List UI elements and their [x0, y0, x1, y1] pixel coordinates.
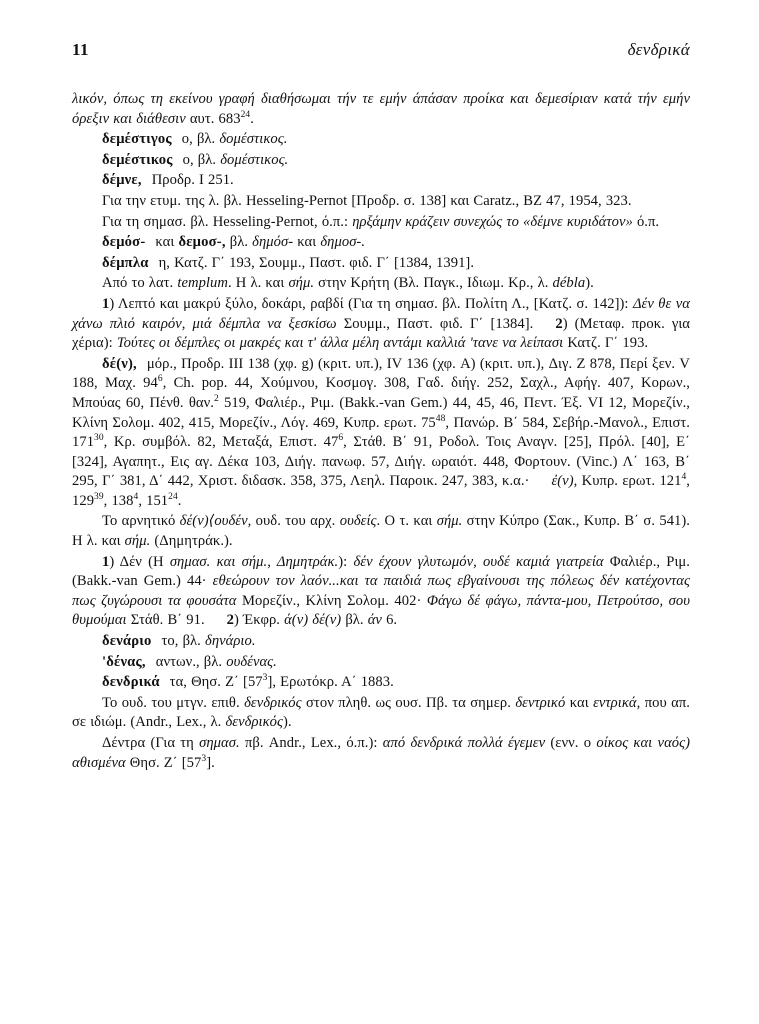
entry-text: ): [338, 553, 354, 570]
citation-text: λικόν, όπως τη εκείνου γραφή διαθήσωμαι τήν τε εμήν άπάσαν προίκα και δεμεσίριαν κατά τήν εμήν όρεξιν και διάθεσιν [72, 91, 690, 127]
entry-paragraph [72, 295, 690, 354]
lemma-variant: δεμοσ-, [178, 234, 226, 251]
reference-superscript: 30 [94, 433, 104, 444]
citation-text: σήμ. [124, 533, 151, 550]
citation-text: δομέστικος. [220, 151, 289, 168]
entry-text: ]. [206, 754, 215, 771]
entry-text: ) Λεπτό και μακρύ ξύλο, δοκάρι, ραβδί (Για τη σημασ. βλ. Πολίτη Λ., [Κατζ. σ. 142]): [109, 295, 633, 312]
entry-paragraph [72, 694, 690, 733]
dictionary-entry-denas [72, 653, 690, 673]
citation-text: templum [177, 275, 228, 292]
citation-text: δομέστικος. [219, 131, 288, 148]
entry-text: ) (Μεταφ. προκ. για χέρια): [72, 315, 691, 352]
entry-text: , 129 [72, 473, 690, 509]
citation-text: άν [367, 612, 382, 629]
citation-text: σημασ. και σήμ., Δημητράκ. [169, 553, 339, 570]
entry-paragraph [72, 553, 690, 631]
citation-text: débla [552, 275, 586, 292]
entry-paragraph [72, 274, 690, 294]
dictionary-entry-dempla [72, 254, 690, 274]
entry-paragraph [72, 512, 690, 551]
entry-text: Μορεζίν., Κλίνη Σολομ. 402· [236, 592, 427, 609]
citation-text: δέν έχουν γλυτωμόν, ουδέ καμιά γιατρεία [353, 553, 604, 570]
entry-text: και [155, 234, 179, 251]
entry-lemma: δενδρικά [102, 674, 160, 691]
citation-text: από δενδρικά πολλά έγεμεν [382, 735, 546, 751]
citation-text: δέ(ν)⟨ουδέν, [179, 513, 252, 530]
citation-text: ά(ν) δέ(ν) [284, 612, 342, 629]
citation-text: ουδένας. [226, 653, 277, 670]
entry-text: Για τη σημασ. βλ. Hesseling-Pernot, ό.π.: [102, 213, 353, 230]
entry-text: ], Ερωτόκρ. Α΄ 1883. [267, 674, 394, 691]
entry-lemma: δέ(ν), [102, 355, 137, 372]
citation-text: Φάγω δέ φάγω, πάντα-μου, Πετρούτσο, σου θυμούμαι [72, 592, 690, 629]
dictionary-entry-demestikos [72, 151, 690, 171]
sense-number: 1 [102, 553, 110, 570]
citation-text: σήμ. [288, 275, 315, 292]
citation-text: εντρικά, [593, 694, 641, 711]
dictionary-entry-de-n [72, 355, 690, 512]
citation-text: δενδρικός [225, 714, 283, 731]
entry-text: και [565, 694, 594, 711]
entry-text: Από το λατ. [102, 275, 178, 292]
entry-text: . Ο τ. και [376, 513, 437, 530]
running-head-word: δενδρικά [627, 40, 690, 59]
reference-superscript: 24 [168, 492, 178, 503]
entry-text: , Πανώρ. Β΄ 584, Σεβήρ.-Μανολ., Επιστ. 171 [72, 414, 691, 451]
reference-superscript: 6 [157, 374, 163, 385]
reference-superscript: 6 [338, 433, 344, 444]
sense-number: 2 [555, 315, 563, 332]
citation-text: Δέν θε να χάνω πλιό καιρόν, μιά δέμπλα να ξεσκίσω [72, 295, 690, 332]
reference-superscript: 48 [435, 413, 446, 424]
entry-text: Κυπρ. ερωτ. 121 [577, 473, 682, 490]
reference-superscript: 4 [681, 472, 687, 483]
entry-text: Για την ετυμ. της λ. βλ. Hesseling-Pernot [Προδρ. σ. 138] και Caratz., BZ 47, 1954, 323. [102, 192, 632, 209]
sense-number: 1 [102, 295, 110, 312]
entry-text: (ενν. ο [545, 735, 597, 751]
reference-superscript: 3 [262, 673, 268, 684]
entry-text: , Στάθ. Β΄ 91, Ροδολ. Τοις Αναγν. [25], Πρόλ. [40], Ε΄ [324], Αγαπητ., Εις αγ. Δέκα 103, Διήγ. πανωφ. 57, Διήγ. ωραιότ. 448, Φορτουν. (Vinc.) Λ΄ 163, Β΄ 295, Γ΄ 381, Δ΄ 442, Χριστ. διδασκ. 358, 375, Λεηλ. Παροικ. 247, 383, κ.α.· [72, 434, 691, 490]
entry-text: Σουμμ., Παστ. φιδ. Γ΄ [1384]. [336, 315, 534, 332]
entry-text: που απ. σε ιδιώμ. (Andr., Lex., λ. [72, 694, 690, 731]
entry-text: ο, βλ. [181, 131, 220, 148]
entry-text: , Ch. pop. 44, Χούμνου, Κοσμογ. 308, Γαδ. διήγ. 252, Σαχλ., Αφήγ. 407, Κορων., Μπούας 60, Πένθ. θαν. [72, 375, 691, 411]
citation-text: ηρξάμην κράζειν συνεχώς το «δέμνε κυριδάτον» [352, 213, 633, 230]
entry-list [72, 90, 690, 773]
entry-text: , Κρ. συμβόλ. 82, Μεταξά, Επιστ. 47 [103, 434, 339, 451]
entry-lemma: δενάριο [102, 633, 152, 650]
page-content [72, 40, 690, 773]
entry-text: στην Κύπρο (Σακ., Κυπρ. Β΄ σ. 541). Η λ. και [72, 513, 691, 550]
entry-text: Προδρ. I 251. [151, 172, 234, 189]
citation-text: σήμ. [436, 513, 463, 530]
citation-text: ουδείς [339, 513, 377, 530]
entry-text: 519, Φαλιέρ., Ριμ. (Bakk.-van Gem.) 44, 45, 46, Πεντ. Έξ. VI 12, Μορεζίν., Κλίνη Σολομ. 402, 415, Μορεζίν., Λόγ. 469, Κυπρ. ερωτ. 75 [72, 394, 690, 431]
dictionary-entry-dendrika [72, 673, 690, 693]
entry-lemma: δεμέστιγος [102, 131, 172, 148]
reference-superscript: 3 [201, 753, 207, 764]
citation-text: οίκος και ναός) αθισμένα [72, 735, 691, 771]
entry-paragraph [72, 734, 690, 773]
entry-text: βλ. [225, 234, 253, 251]
entry-text: Δέντρα (Για τη [102, 735, 200, 751]
reference-superscript: 39 [94, 492, 104, 503]
citation-text: δηνάριο. [204, 633, 256, 650]
entry-text: ). [585, 275, 594, 292]
citation-text: ἐ(ν), [551, 473, 578, 490]
entry-text: Φαλιέρ., Ριμ. (Bakk.-van Gem.) 44· [72, 553, 690, 590]
entry-text: μόρ., Προδρ. III 138 (χφ. g) (κριτ. υπ.), IV 136 (χφ. A) (κριτ. υπ.), Διγ. Z 878, Περί ξεν. V 188, Μαχ. 94 [72, 355, 690, 392]
entry-text: ουδ. του αρχ. [251, 513, 340, 530]
entry-lemma: δέμπλα [102, 254, 149, 271]
entry-text: 6. [381, 612, 398, 629]
entry-text: αυτ. 683 [185, 110, 241, 127]
entry-text: ο, βλ. [182, 151, 221, 168]
entry-text: το, βλ. [161, 633, 205, 650]
citation-text: δεντρικό [515, 694, 566, 711]
dictionary-entry-demne [72, 171, 690, 191]
citation-text: δημοσ-. [320, 234, 366, 251]
entry-text: Θησ. Ζ΄ [57 [125, 754, 202, 771]
citation-text: δημόσ- [252, 234, 294, 251]
entry-lemma: δέμνε, [102, 172, 142, 189]
sense-number: 2 [226, 612, 235, 629]
citation-text: σημασ. [199, 735, 240, 751]
entry-text: Το ουδ. του μτγν. επιθ. [102, 694, 245, 711]
entry-text: . [250, 110, 254, 127]
entry-text: πβ. Andr., Lex., ό.π.): [239, 735, 383, 751]
continuation-paragraph [72, 90, 690, 129]
citation-text: Τούτες οι δέμπλες οι μακρές και τ' άλλα μέλη αντάμι καλλιά 'τανε να λείπασι [116, 335, 564, 352]
entry-text: η, Κατζ. Γ΄ 193, Σουμμ., Παστ. φιδ. Γ΄ [1384, 1391]. [158, 254, 475, 271]
entry-text: , 138 [103, 492, 134, 509]
reference-superscript: 24 [240, 109, 251, 120]
entry-text: Στάθ. Β΄ 91. [126, 612, 205, 629]
entry-text: , 151 [138, 492, 169, 509]
entry-text: αντων., βλ. [155, 653, 227, 670]
entry-text: βλ. [341, 612, 368, 629]
entry-text: στον πληθ. ως ουσ. Πβ. τα σημερ. [301, 694, 516, 711]
entry-text: Το αρνητικό [102, 513, 180, 530]
entry-lemma: 'δένας, [102, 653, 146, 670]
entry-text: ). [282, 714, 292, 731]
reference-superscript: 4 [133, 492, 139, 503]
citation-text: εθεώρουν τον λαόν...και τα παιδιά πως εβγαίνουσι της πόλεως δέν κατέχοντας πως ζυγώρουσι τα φουσάτα [72, 573, 690, 609]
dictionary-entry-demestigos [72, 130, 690, 150]
entry-text: τα, Θησ. Ζ΄ [57 [169, 674, 263, 691]
dictionary-entry-demos- [72, 233, 690, 253]
entry-text: ό.π. [632, 213, 660, 230]
dictionary-entry-denario [72, 632, 690, 652]
entry-text: ) Δέν (Η [109, 553, 170, 570]
entry-text: ) Έκφρ. [234, 612, 285, 629]
citation-text: δενδρικός [244, 694, 302, 711]
entry-lemma: δεμόσ- [102, 234, 146, 251]
entry-paragraph [72, 213, 690, 233]
reference-superscript: 2 [213, 394, 219, 405]
entry-text: . [177, 492, 182, 509]
entry-lemma: δεμέστικος [102, 151, 173, 168]
entry-text: . Η λ. και [227, 275, 289, 292]
entry-text: και [293, 234, 321, 251]
page-number: 11 [72, 40, 90, 59]
running-head [72, 40, 690, 60]
entry-paragraph [72, 192, 690, 212]
entry-text: (Δημητράκ.). [150, 533, 233, 550]
entry-text: Κατζ. Γ΄ 193. [563, 335, 649, 352]
entry-text: στην Κρήτη (Βλ. Παγκ., Ιδιωμ. Κρ., λ. [314, 275, 553, 292]
